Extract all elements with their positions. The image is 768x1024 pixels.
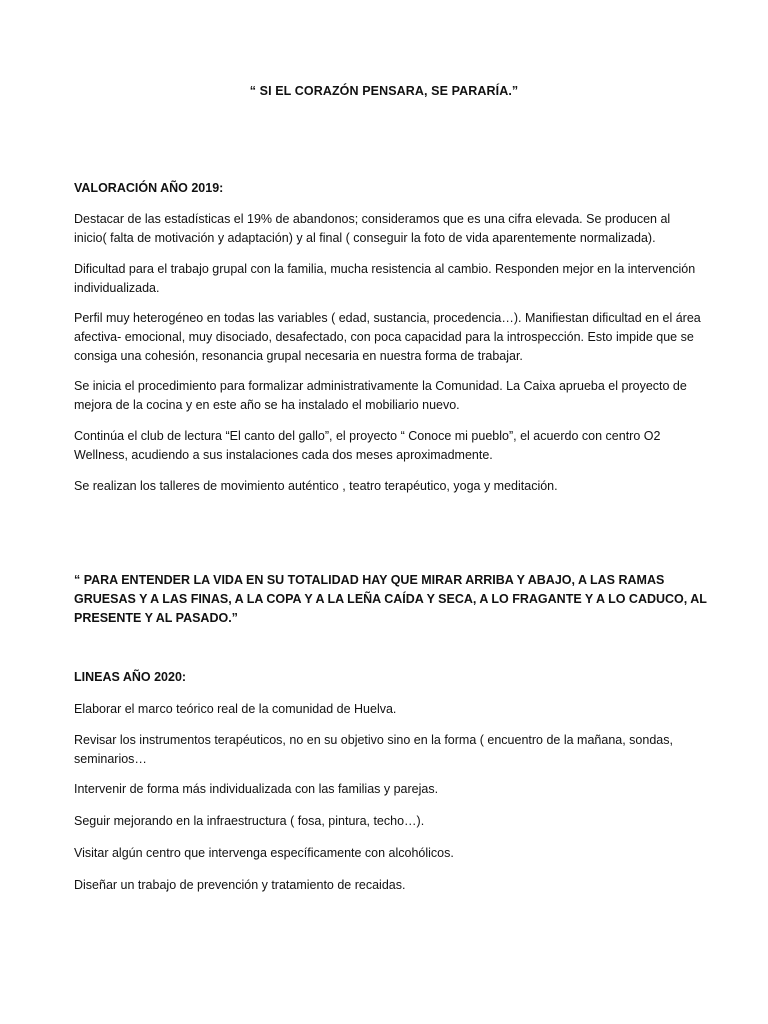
lineas-item-1: Elaborar el marco teórico real de la comunidad de Huelva. — [74, 702, 397, 716]
valoracion-paragraph-4: Se inicia el procedimiento para formalizar administrativamente la Comunidad. La Caixa aprueba el proyecto de mejora de la cocina y en este año se ha instalado el mobiliario nuevo. — [74, 379, 687, 412]
valoracion-heading: VALORACIÓN AÑO 2019: — [74, 181, 224, 195]
valoracion-paragraph-3: Perfil muy heterogéneo en todas las variables ( edad, sustancia, procedencia…). Manifiestan dificultad en el área afectiva- emocional, muy disociado, desafectado, con poca capacidad para la introspección. Esto impide que se consiga una cohesión, resonancia grupal necesaria en nuestra forma de trabajar. — [74, 311, 701, 363]
lineas-item-3: Intervenir de forma más individualizada con las familias y parejas. — [74, 782, 439, 796]
valoracion-paragraph-1: Destacar de las estadísticas el 19% de abandonos; consideramos que es una cifra elevada. Se producen al inicio( falta de motivación y adaptación) y al final ( conseguir la foto de vida aparentemente normalizada). — [74, 212, 671, 245]
valoracion-paragraph-6: Se realizan los talleres de movimiento auténtico , teatro terapéutico, yoga y meditación. — [74, 479, 558, 493]
lineas-item-2: Revisar los instrumentos terapéuticos, no en su objetivo sino en la forma ( encuentro de la mañana, sondas, seminarios… — [74, 733, 673, 766]
valoracion-paragraph-5: Continúa el club de lectura “El canto del gallo”, el proyecto “ Conoce mi pueblo”, el acuerdo con centro O2 Wellness, acudiendo a sus instalaciones cada dos meses aproximadmente. — [74, 429, 661, 462]
lineas-item-5: Visitar algún centro que intervenga específicamente con alcohólicos. — [74, 846, 454, 860]
document-title: “ SI EL CORAZÓN PENSARA, SE PARARÍA.” — [249, 84, 519, 98]
lineas-heading: LINEAS AÑO 2020: — [74, 670, 187, 684]
lineas-item-6: Diseñar un trabajo de prevención y tratamiento de recaidas. — [74, 878, 406, 892]
valoracion-paragraph-2: Dificultad para el trabajo grupal con la familia, mucha resistencia al cambio. Responden mejor en la intervención individualizada. — [74, 262, 696, 295]
quote-block: “ PARA ENTENDER LA VIDA EN SU TOTALIDAD HAY QUE MIRAR ARRIBA Y ABAJO, A LAS RAMAS GRUESAS Y A LAS FINAS, A LA COPA Y A LA LEÑA CAÍDA Y SECA, A LO FRAGANTE Y A LO CADUCO, AL PRESENTE Y AL PASADO.” — [74, 573, 707, 625]
lineas-item-4: Seguir mejorando en la infraestructura ( fosa, pintura, techo…). — [74, 814, 425, 828]
